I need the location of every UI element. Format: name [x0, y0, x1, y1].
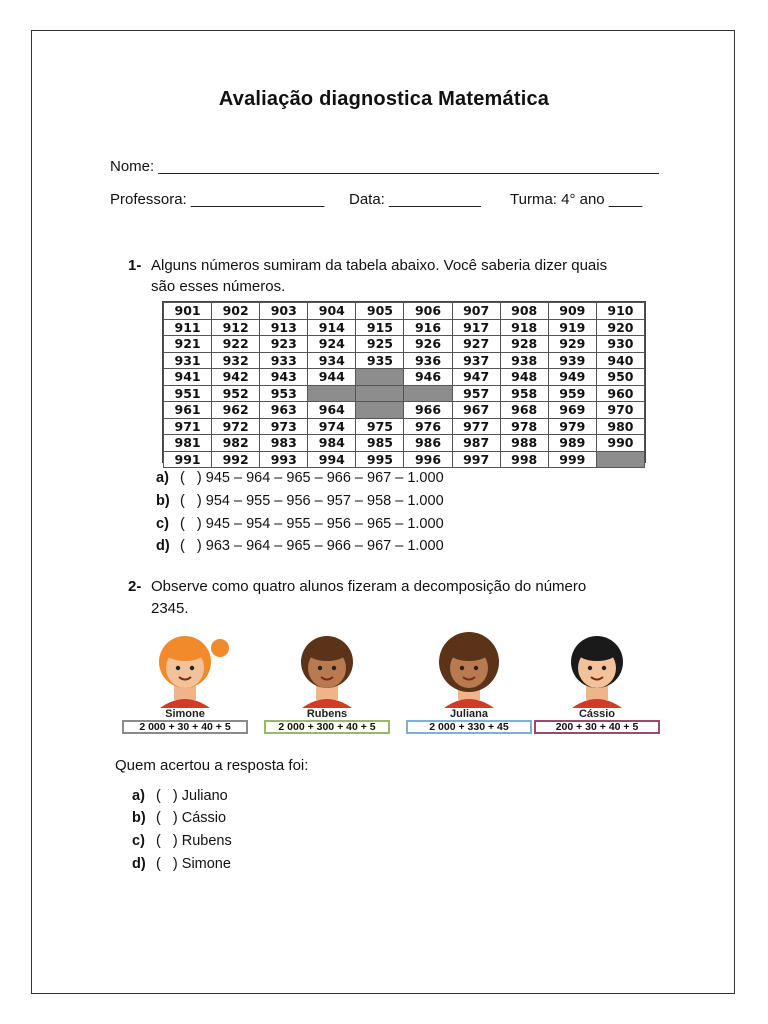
table-cell: 924 [308, 336, 356, 353]
student-face-icon [140, 630, 230, 708]
table-row [164, 369, 645, 386]
option-label: b) [132, 810, 146, 826]
student-card [404, 628, 534, 740]
table-cell: 935 [356, 352, 404, 369]
table-cell: 942 [212, 369, 260, 386]
table-cell: 986 [404, 435, 452, 452]
table-cell: 974 [308, 418, 356, 435]
table-cell: 960 [596, 385, 644, 402]
missing-cell [308, 385, 356, 402]
q2-option[interactable] [132, 810, 226, 826]
table-cell: 911 [164, 319, 212, 336]
table-cell: 994 [308, 451, 356, 468]
date-field[interactable]: Data: ___________ [349, 191, 481, 208]
table-cell: 943 [260, 369, 308, 386]
table-cell: 966 [404, 402, 452, 419]
table-cell: 912 [212, 319, 260, 336]
table-row [164, 352, 645, 369]
table-cell: 984 [308, 435, 356, 452]
table-cell: 915 [356, 319, 404, 336]
student-name: Simone [165, 708, 205, 720]
table-cell: 917 [452, 319, 500, 336]
q1-option[interactable] [156, 493, 444, 509]
question-2-text: Observe como quatro alunos fizeram a decomposição do número [151, 578, 587, 595]
table-cell: 908 [500, 303, 548, 320]
teacher-field[interactable]: Professora: ________________ [110, 191, 325, 208]
missing-cell [356, 402, 404, 419]
table-cell: 993 [260, 451, 308, 468]
table-cell: 968 [500, 402, 548, 419]
student-name: Juliana [450, 708, 488, 720]
option-text: ( ) 945 – 954 – 955 – 956 – 965 – 1.000 [180, 516, 444, 532]
q1-option[interactable] [156, 538, 444, 554]
table-row [164, 385, 645, 402]
table-cell: 909 [548, 303, 596, 320]
question-1-text-cont: são esses números. [151, 278, 286, 295]
option-label: c) [132, 833, 145, 849]
table-cell: 978 [500, 418, 548, 435]
table-row [164, 336, 645, 353]
question-2-text-cont: 2345. [151, 600, 189, 617]
table-cell: 991 [164, 451, 212, 468]
table-cell: 998 [500, 451, 548, 468]
table-cell: 980 [596, 418, 644, 435]
table-cell: 934 [308, 352, 356, 369]
students-illustration [120, 628, 660, 740]
name-field[interactable]: Nome: ____________________________________________________________ [110, 158, 659, 175]
table-cell: 944 [308, 369, 356, 386]
page-title: Avaliação diagnostica Matemática [218, 88, 550, 110]
student-answer-box: 200 + 30 + 40 + 5 [534, 720, 660, 734]
option-label: d) [156, 538, 170, 554]
table-cell: 970 [596, 402, 644, 419]
table-cell: 975 [356, 418, 404, 435]
table-cell: 979 [548, 418, 596, 435]
table-cell: 933 [260, 352, 308, 369]
table-row [164, 451, 645, 468]
student-card [120, 628, 250, 740]
table-cell: 937 [452, 352, 500, 369]
question-1-number: 1- [128, 257, 142, 274]
student-face-icon [424, 630, 514, 708]
table-row [164, 303, 645, 320]
number-table [162, 301, 646, 467]
table-cell: 923 [260, 336, 308, 353]
missing-cell [404, 385, 452, 402]
table-cell: 969 [548, 402, 596, 419]
table-cell: 990 [596, 435, 644, 452]
class-field[interactable]: Turma: 4° ano ____ [510, 191, 643, 208]
q2-option[interactable] [132, 788, 228, 804]
table-cell: 971 [164, 418, 212, 435]
q2-option[interactable] [132, 833, 232, 849]
table-cell: 927 [452, 336, 500, 353]
table-cell: 903 [260, 303, 308, 320]
table-cell: 922 [212, 336, 260, 353]
table-cell: 988 [500, 435, 548, 452]
table-cell: 928 [500, 336, 548, 353]
table-cell: 972 [212, 418, 260, 435]
table-row [164, 418, 645, 435]
student-card [532, 628, 662, 740]
q1-option[interactable] [156, 470, 444, 486]
table-cell: 939 [548, 352, 596, 369]
table-cell: 951 [164, 385, 212, 402]
table-cell: 982 [212, 435, 260, 452]
q2-option[interactable] [132, 856, 231, 872]
table-cell: 977 [452, 418, 500, 435]
question-1-text: Alguns números sumiram da tabela abaixo. Você saberia dizer quais [151, 257, 608, 274]
option-text: ( ) Simone [156, 856, 231, 872]
table-row [164, 402, 645, 419]
student-face-icon [282, 630, 372, 708]
question-2-number: 2- [128, 578, 142, 595]
table-cell: 992 [212, 451, 260, 468]
table-cell: 941 [164, 369, 212, 386]
table-cell: 925 [356, 336, 404, 353]
option-text: ( ) Juliano [156, 788, 228, 804]
student-name: Cássio [578, 708, 616, 720]
table-cell: 964 [308, 402, 356, 419]
table-cell: 918 [500, 319, 548, 336]
table-cell: 914 [308, 319, 356, 336]
table-row [164, 319, 645, 336]
table-cell: 999 [548, 451, 596, 468]
table-cell: 949 [548, 369, 596, 386]
table-cell: 907 [452, 303, 500, 320]
question-2-prompt: Quem acertou a resposta foi: [115, 757, 309, 774]
student-card [262, 628, 392, 740]
student-name: Rubens [306, 708, 348, 720]
table-cell: 926 [404, 336, 452, 353]
table-cell: 919 [548, 319, 596, 336]
student-answer-box: 2 000 + 300 + 40 + 5 [264, 720, 390, 734]
table-cell: 976 [404, 418, 452, 435]
table-cell: 995 [356, 451, 404, 468]
option-text: ( ) 954 – 955 – 956 – 957 – 958 – 1.000 [180, 493, 444, 509]
table-cell: 967 [452, 402, 500, 419]
table-cell: 930 [596, 336, 644, 353]
table-cell: 920 [596, 319, 644, 336]
table-cell: 953 [260, 385, 308, 402]
table-cell: 952 [212, 385, 260, 402]
table-cell: 997 [452, 451, 500, 468]
option-text: ( ) Rubens [156, 833, 232, 849]
table-cell: 947 [452, 369, 500, 386]
option-text: ( ) Cássio [156, 810, 227, 826]
table-cell: 931 [164, 352, 212, 369]
student-answer-box: 2 000 + 330 + 45 [406, 720, 532, 734]
table-cell: 996 [404, 451, 452, 468]
table-cell: 981 [164, 435, 212, 452]
option-label: d) [132, 856, 146, 872]
table-cell: 957 [452, 385, 500, 402]
table-cell: 959 [548, 385, 596, 402]
table-cell: 973 [260, 418, 308, 435]
table-cell: 950 [596, 369, 644, 386]
table-cell: 985 [356, 435, 404, 452]
table-cell: 946 [404, 369, 452, 386]
table-cell: 963 [260, 402, 308, 419]
table-cell: 983 [260, 435, 308, 452]
table-cell: 929 [548, 336, 596, 353]
table-cell: 940 [596, 352, 644, 369]
missing-cell [356, 385, 404, 402]
table-cell: 932 [212, 352, 260, 369]
option-label: c) [156, 516, 169, 532]
table-cell: 916 [404, 319, 452, 336]
table-cell: 989 [548, 435, 596, 452]
table-row [164, 435, 645, 452]
table-cell: 958 [500, 385, 548, 402]
table-cell: 948 [500, 369, 548, 386]
table-cell: 962 [212, 402, 260, 419]
student-face-icon [552, 630, 642, 708]
option-label: a) [132, 788, 145, 804]
table-cell: 906 [404, 303, 452, 320]
table-cell: 902 [212, 303, 260, 320]
option-text: ( ) 963 – 964 – 965 – 966 – 967 – 1.000 [180, 538, 444, 554]
option-label: a) [156, 470, 169, 486]
table-cell: 905 [356, 303, 404, 320]
table-cell: 901 [164, 303, 212, 320]
table-cell: 938 [500, 352, 548, 369]
table-cell: 936 [404, 352, 452, 369]
table-cell: 961 [164, 402, 212, 419]
student-answer-box: 2 000 + 30 + 40 + 5 [122, 720, 248, 734]
table-cell: 987 [452, 435, 500, 452]
option-text: ( ) 945 – 964 – 965 – 966 – 967 – 1.000 [180, 470, 444, 486]
option-label: b) [156, 493, 170, 509]
table-cell: 904 [308, 303, 356, 320]
table-cell: 913 [260, 319, 308, 336]
table-cell: 910 [596, 303, 644, 320]
missing-cell [356, 369, 404, 386]
q1-option[interactable] [156, 516, 444, 532]
table-cell: 921 [164, 336, 212, 353]
missing-cell [596, 451, 644, 468]
